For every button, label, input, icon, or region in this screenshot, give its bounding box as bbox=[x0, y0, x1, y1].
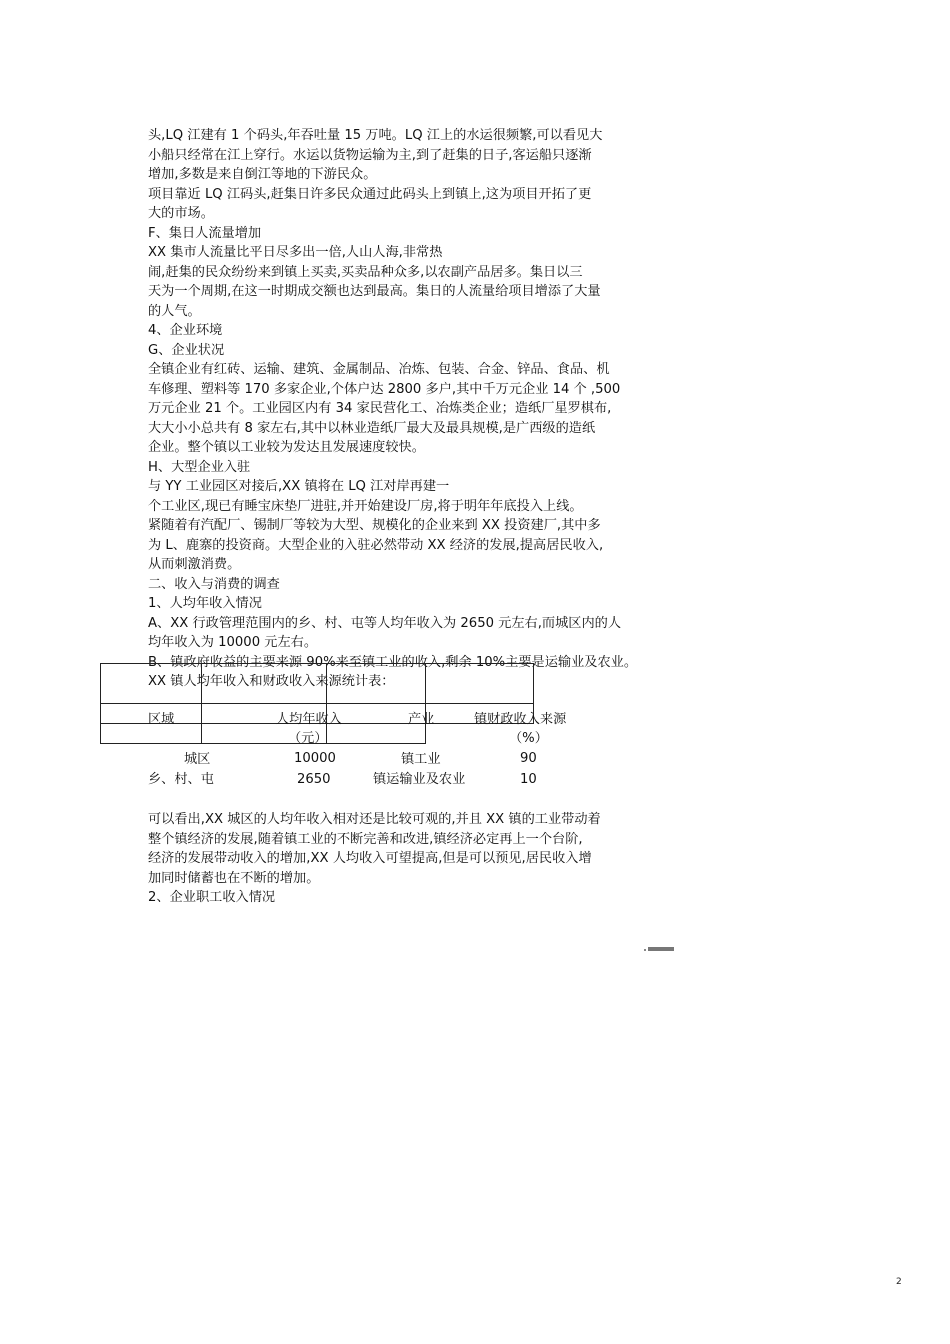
cell-income: 10000 bbox=[294, 751, 336, 766]
header-income-unit: （元） bbox=[288, 731, 328, 746]
text-line: 大大小小总共有 8 家左右,其中以林业造纸厂最大及最具规模,是广西级的造纸 bbox=[148, 420, 596, 436]
text-line: 天为一个周期,在这一时期成交额也达到最高。集日的人流量给项目增添了大量 bbox=[148, 284, 601, 299]
text-line: B、镇政府收益的主要来源 90%来至镇工业的收入,剩余 10%主要是运输业及农业。 bbox=[148, 654, 638, 670]
text-line: XX 集市人流量比平日尽多出一倍,人山人海,非常热 bbox=[148, 245, 443, 260]
page-marker bbox=[648, 947, 674, 951]
text-line: 车修理、塑料等 170 多家企业,个体户达 2800 多户,其中千万元企业 14 个 ,500 bbox=[148, 381, 621, 397]
text-line: A、XX 行政管理范围内的乡、村、屯等人均年收入为 2650 元左右,而城区内的人 bbox=[148, 615, 622, 631]
text-line: 闹,赶集的民众纷纷来到镇上买卖,买卖品种众多,以农副产品居多。集日以三 bbox=[148, 264, 583, 280]
header-revenue: 镇财政收入来源 bbox=[474, 712, 567, 727]
text-line: 与 YY 工业园区对接后,XX 镇将在 LQ 江对岸再建一 bbox=[148, 479, 450, 494]
cell-income: 2650 bbox=[297, 772, 331, 787]
cell-region: 乡、村、屯 bbox=[148, 772, 214, 787]
text-line: 的人气。 bbox=[148, 303, 201, 319]
text-line: 个工业区,现已有睡宝床垫厂进驻,并开始建设厂房,将于明年年底投入上线。 bbox=[148, 498, 583, 514]
section-heading: 2、企业职工收入情况 bbox=[148, 890, 276, 905]
text-line: 紧随着有汽配厂、锡制厂等较为大型、规模化的企业来到 XX 投资建厂,其中多 bbox=[148, 518, 601, 533]
text-line: 从而刺激消费。 bbox=[148, 557, 241, 572]
text-line: 加同时储蓄也在不断的增加。 bbox=[148, 870, 320, 886]
text-line: 经济的发展带动收入的增加,XX 人均收入可望提高,但是可以预见,居民收入增 bbox=[148, 851, 592, 866]
section-heading: 1、人均年收入情况 bbox=[148, 596, 262, 611]
text-line: 整个镇经济的发展,随着镇工业的不断完善和改进,镇经济必定再上一个台阶, bbox=[148, 831, 583, 847]
text-line: 头,LQ 江建有 1 个码头,年吞吐量 15 万吨。LQ 江上的水运很频繁,可以看见大 bbox=[148, 128, 603, 143]
section-heading: 4、企业环境 bbox=[148, 323, 223, 338]
text-line: 小船只经常在江上穿行。水运以货物运输为主,到了赶集的日子,客运船只逐渐 bbox=[148, 147, 592, 163]
section-heading: F、集日人流量增加 bbox=[148, 225, 262, 241]
text-line: 企业。整个镇以工业较为发达且发展速度较快。 bbox=[148, 440, 425, 455]
header-income: 人均年收入 bbox=[276, 712, 342, 727]
header-revenue-unit: （%） bbox=[509, 731, 548, 746]
table-caption: XX 镇人均年收入和财政收入来源统计表： bbox=[148, 674, 395, 689]
cell-industry: 镇运输业及农业 bbox=[373, 772, 466, 787]
marker-dot bbox=[644, 949, 646, 951]
text-line: 项目靠近 LQ 江码头,赶集日许多民众通过此码头上到镇上,这为项目开拓了更 bbox=[148, 186, 592, 202]
header-region: 区域 bbox=[148, 712, 175, 727]
text-line: 全镇企业有红砖、运输、建筑、金属制品、冶炼、包装、合金、锌品、食品、机 bbox=[148, 362, 610, 377]
text-line: 万元企业 21 个。工业园区内有 34 家民营化工、冶炼类企业；造纸厂星罗棋布, bbox=[148, 401, 612, 416]
page-number: 2 bbox=[896, 1277, 902, 1287]
section-heading: 二、收入与消费的调查 bbox=[148, 576, 280, 592]
cell-revenue: 10 bbox=[520, 772, 537, 787]
text-line: 可以看出,XX 城区的人均年收入相对还是比较可观的,并且 XX 镇的工业带动着 bbox=[148, 812, 601, 827]
text-line: 均年收入为 10000 元左右。 bbox=[148, 635, 318, 650]
text-line: 增加,多数是来自倒江等地的下游民众。 bbox=[148, 167, 377, 182]
header-industry: 产业 bbox=[408, 712, 435, 727]
cell-revenue: 90 bbox=[520, 751, 537, 766]
cell-region: 城区 bbox=[184, 752, 211, 767]
cell-industry: 镇工业 bbox=[401, 752, 441, 767]
section-heading: H、大型企业入驻 bbox=[148, 459, 251, 475]
text-line: 为 L、鹿寨的投资商。大型企业的入驻必然带动 XX 经济的发展,提高居民收入, bbox=[148, 537, 604, 553]
text-line: 大的市场。 bbox=[148, 206, 214, 221]
section-heading: G、企业状况 bbox=[148, 342, 225, 358]
